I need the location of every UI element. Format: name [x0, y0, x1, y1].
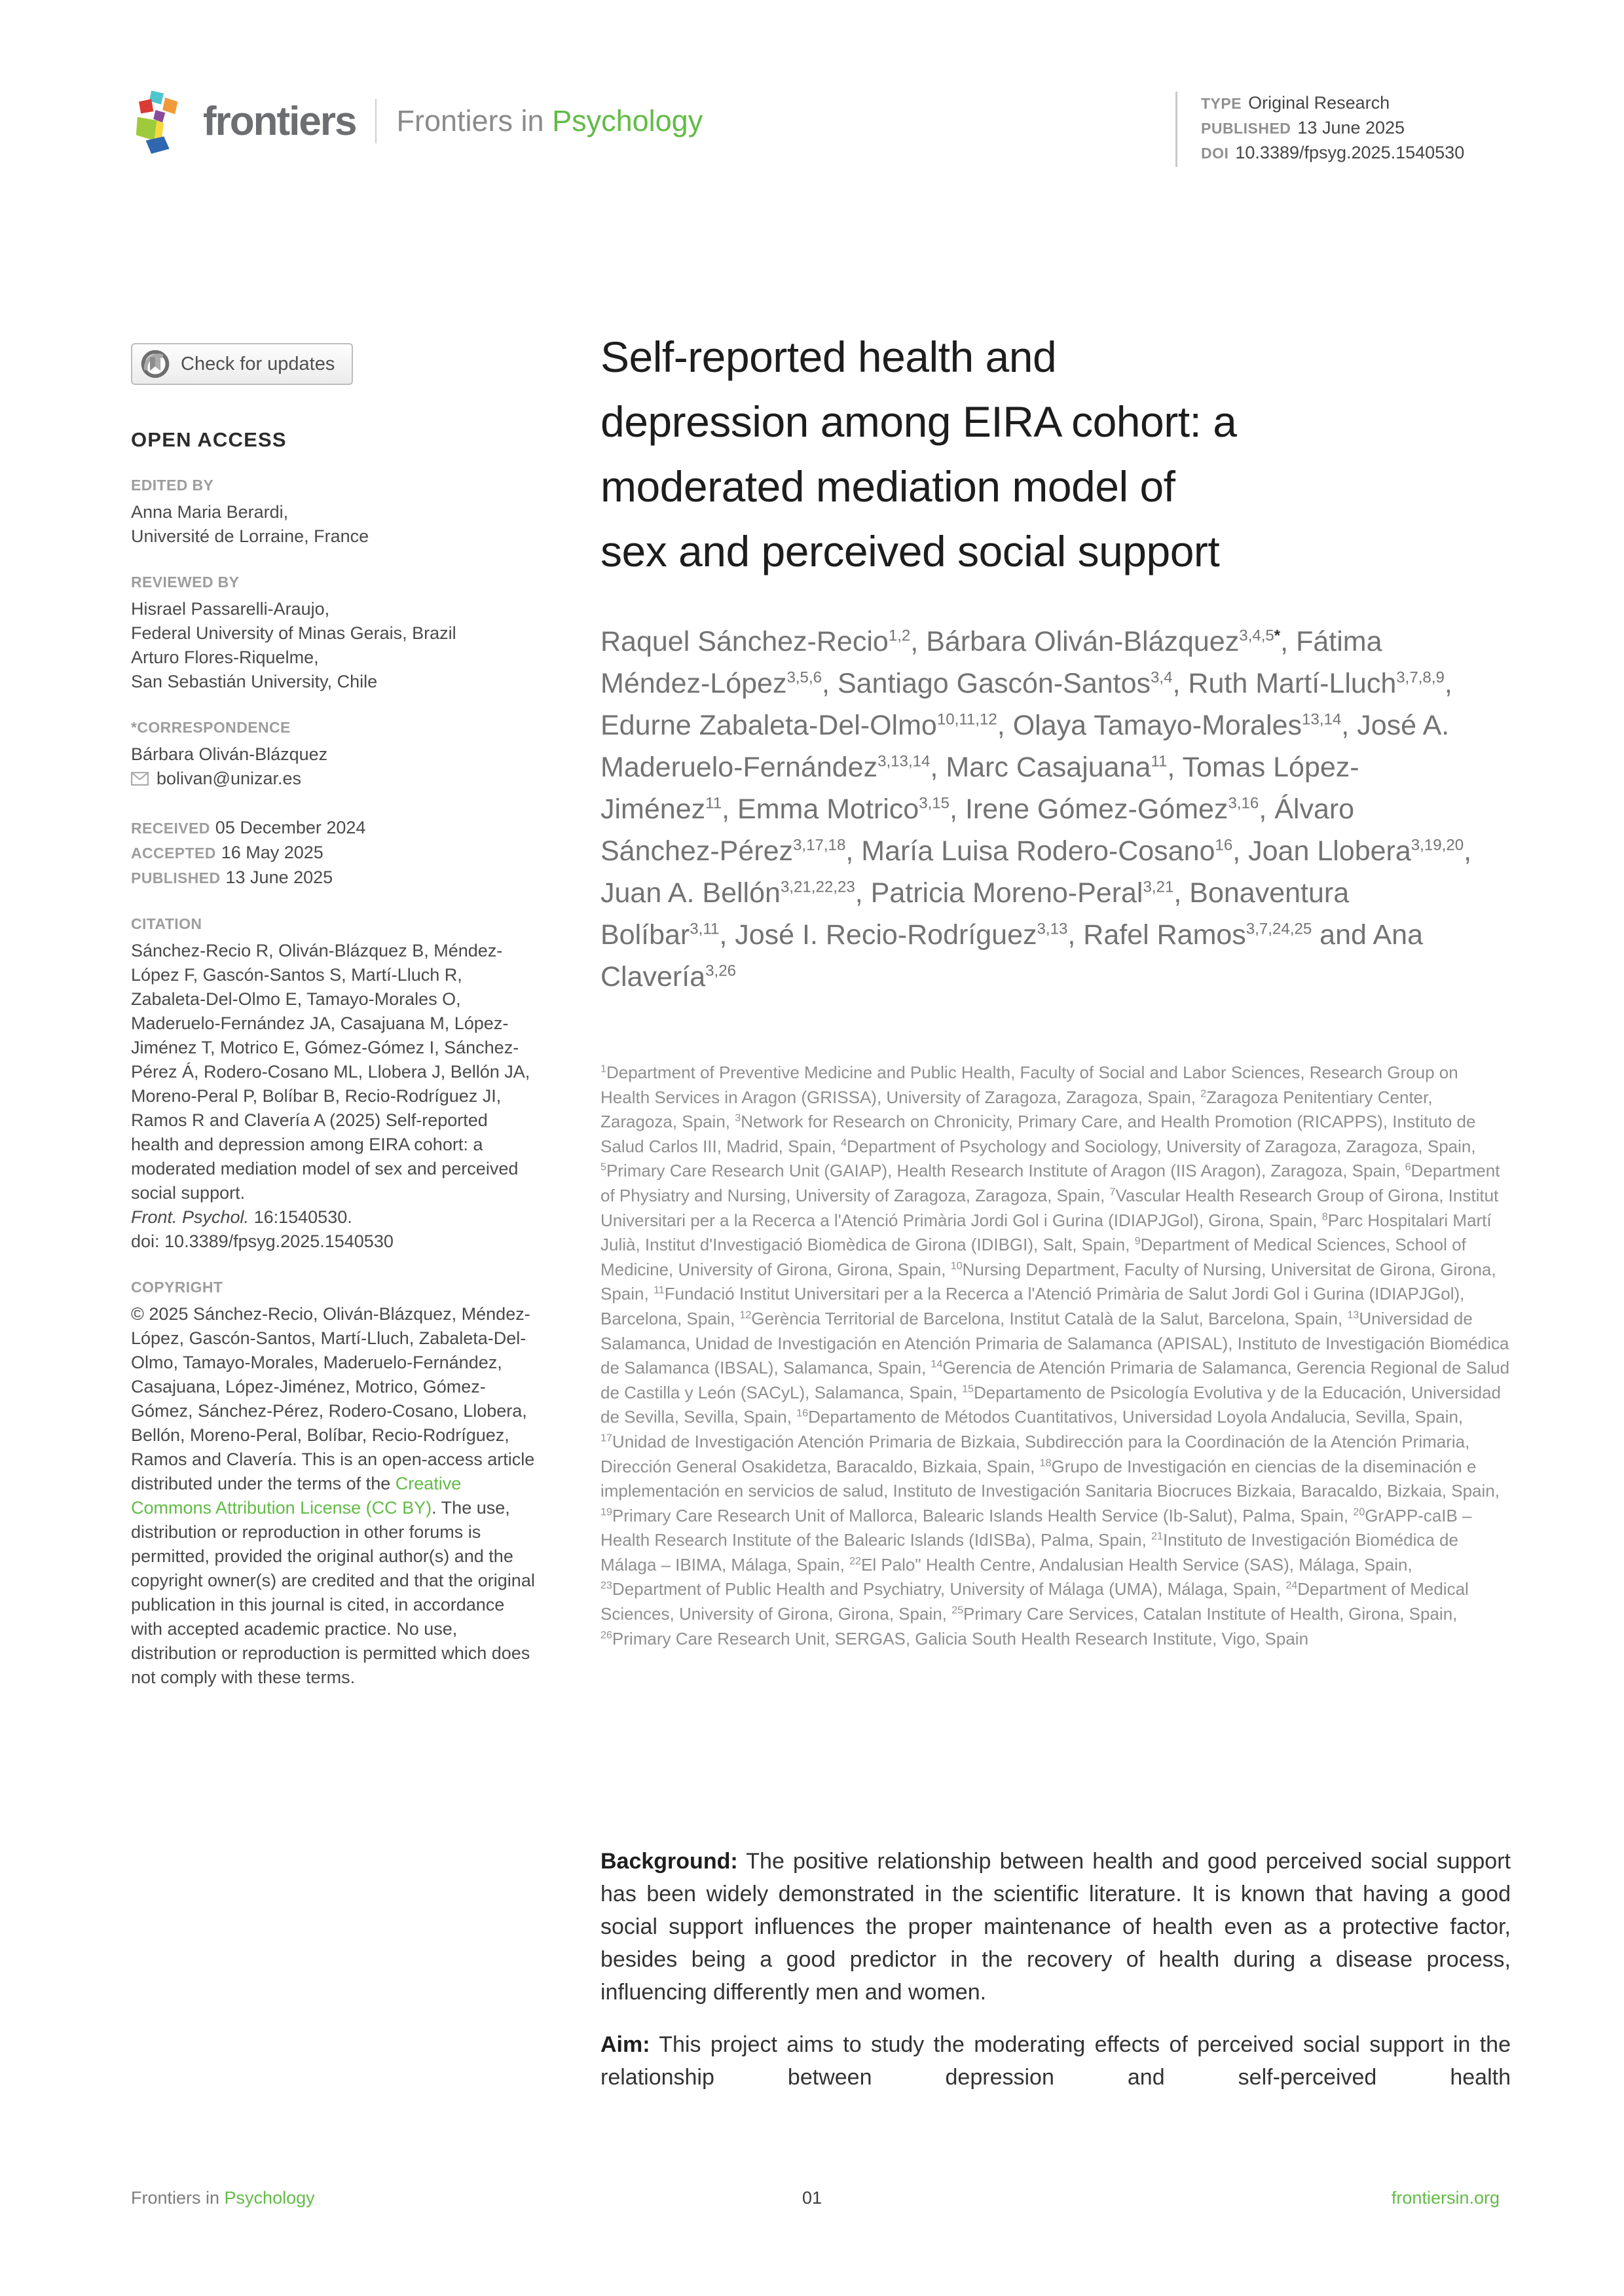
edited-by-line: Anna Maria Berardi,: [131, 502, 289, 522]
correspondence-name: Bárbara Oliván-Blázquez: [131, 744, 328, 764]
journal-title: [396, 104, 703, 138]
edited-by-line: Université de Lorraine, France: [131, 526, 369, 546]
published-row: [131, 866, 536, 890]
open-access-heading: OPEN ACCESS: [131, 428, 287, 451]
published-label: PUBLISHED: [131, 869, 221, 886]
correspondence-email-row: [131, 767, 536, 791]
author: Raquel Sánchez-Recio$^{1,2}$: [600, 626, 911, 657]
author: María Luisa Rodero-Cosano$^{16}$: [861, 835, 1233, 867]
affiliation-list: $^1$Department of Preventive Medicine and Public Health, Faculty of Social and Labor Sciences, Research Group on Health Services in Aragon (GRISSA), University of Zaragoza, Zaragoza, Spain, $^2$Zaragoza Penitentiary Center, Zaragoza, Spain, $^3$Network for Research on Chronicity, Primary Care, and Health Promotion (RICAPPS), Instituto de Salud Carlos III, Madrid, Spain, $^4$Department of Psychology and Sociology, University of Zaragoza, Zaragoza, Spain, $^5$Primary Care Research Unit (GAIAP), Health Research Institute of Aragon (IIS Aragon), Zaragoza, Spain, $^6$Department of Physiatry and Nursing, University of Zaragoza, Zaragoza, Spain, $^7$Vascular Health Research Group of Girona, Institut Universitari per a la Recerca a l'Atenció Primària Jordi Gol i Gurina (IDIAPJGol), Girona, Spain, $^8$Parc Hospitalari Martí Julià, Institut d'Investigació Biomèdica de Girona (IDIBGI), Salt, Spain, $^9$Department of Medical Sciences, School of Medicine, University of Girona, Girona, Spain, $^{10}$Nursing Department, Faculty of Nursing, Universitat de Girona, Girona, Spain, $^{11}$Fundació Institut Universitari per a la Recerca a l'Atenció Primària de Salut Jordi Gol i Gurina (IDIAPJGol), Barcelona, Spain, $^{12}$Gerència Territorial de Barcelona, Institut Català de la Salut, Barcelona, Spain, $^{13}$Universidad de Salamanca, Unidad de Investigación en Atención Primaria de Salamanca (APISAL), Instituto de Investigación Biomédica de Salamanca (IBSAL), Salamanca, Spain, $^{14}$Gerencia de Atención Primaria de Salamanca, Gerencia Regional de Salud de Castilla y León (SACyL), Salamanca, Spain, $^{15}$Departamento de Psicología Evolutiva y de la Educación, Universidad de Sevilla, Sevilla, Spain, $^{16}$Departamento de Métodos Cuantitativos, Universidad Loyola Andalucia, Sevilla, Spain, $^{17}$Unidad de Investigación Atención Primaria de Bizkaia, Subdirección para la Coordinación de la Atención Primaria, Dirección General Osakidetza, Baracaldo, Bizkaia, Spain, $^{18}$Grupo de Investigación en ciencias de la diseminación e implementación en servicios de salud, Instituto de Investigación Sanitaria Biocruces Bizkaia, Baracaldo, Bizkaia, Spain, $^{19}$Primary Care Research Unit of Mallorca, Balearic Islands Health Service (Ib-Salut), Palma, Spain, $^{20}$GrAPP-caIB – Health Research Institute of the Balearic Islands (IdISBa), Palma, Spain, $^{21}$Instituto de Investigación Biomédica de Málaga – IBIMA, Málaga, Spain, $^{22}$El Palo" Health Centre, Andalusian Health Service (SAS), Málaga, Spain, $^{23}$Department of Public Health and Psychiatry, University of Málaga (UMA), Málaga, Spain, $^{24}$Department of Medical Sciences, University of Girona, Girona, Spain, $^{25}$Primary Care Services, Catalan Institute of Health, Girona, Spain, $^{26}$Primary Care Research Unit, SERGAS, Galicia South Health Research Institute, Vigo, Spain: [600, 1063, 1510, 1649]
correspondence-email-link[interactable]: bolivan@unizar.es: [157, 769, 302, 788]
article-title: [600, 325, 1530, 584]
title-line: depression among EIRA cohort: a: [600, 397, 1237, 446]
cc-by-license-link[interactable]: Creative Commons Attribution License (CC BY): [131, 1474, 462, 1518]
copyright-after-link: . The use, distribution or reproduction in other forums is permitted, provided the original author(s) and the copyright owner(s) are credited and that the original publication in this journal is cited, in accordance with accepted academic practice. No use, distribution or reproduction is permitted which does not comply with these terms.: [131, 1498, 535, 1687]
received-label: RECEIVED: [131, 820, 210, 837]
citation-label: CITATION: [131, 915, 202, 932]
received-value: 05 December 2024: [215, 818, 366, 837]
author: Juan A. Bellón$^{3,21,22,23}$: [600, 877, 855, 909]
author: Fátima Méndez-López$^{3,5,6}$: [600, 626, 1382, 699]
author: Marc Casajuana$^{11}$: [946, 752, 1168, 783]
meta-row-doi: [1201, 143, 1464, 163]
author-list: Raquel Sánchez-Recio$^{1,2}$, Bárbara Oliván-Blázquez$^{3,4,5*}$, Fátima Méndez-López$^{3,5,6}$, Santiago Gascón-Santos$^{3,4}$, Ruth Martí-Lluch$^{3,7,8,9}$, Edurne Zabaleta-Del-Olmo$^{10,11,12}$, Olaya Tamayo-Morales$^{13,14}$, José A. Maderuelo-Fernández$^{3,13,14}$, Marc Casajuana$^{11}$, Tomas López-Jiménez$^{11}$, Emma Motrico$^{3,15}$, Irene Gómez-Gómez$^{3,16}$, Álvaro Sánchez-Pérez$^{3,17,18}$, María Luisa Rodero-Cosano$^{16}$, Joan Llobera$^{3,19,20}$, Juan A. Bellón$^{3,21,22,23}$, Patricia Moreno-Peral$^{3,21}$, Bonaventura Bolíbar$^{3,11}$, José I. Recio-Rodríguez$^{3,13}$, Rafel Ramos$^{3,7,24,25}$ and Ana Clavería$^{3,26}$: [600, 626, 1472, 993]
copyright-label: COPYRIGHT: [131, 1279, 223, 1296]
abstract-aim-paragraph: [600, 2028, 1511, 2094]
author: Tomas López-Jiménez$^{11}$: [600, 752, 1359, 825]
meta-label-doi: DOI: [1201, 145, 1229, 162]
journal-prefix: Frontiers in: [396, 104, 544, 137]
citation-section: [131, 915, 536, 1254]
author: José A. Maderuelo-Fernández$^{3,13,14}$: [600, 710, 1450, 783]
author: Ana Clavería$^{3,26}$: [600, 919, 1424, 993]
author: Patricia Moreno-Peral$^{3,21}$: [870, 877, 1174, 909]
edited-by-label: EDITED BY: [131, 477, 214, 494]
author: Irene Gómez-Gómez$^{3,16}$: [965, 793, 1259, 825]
background-label: Background:: [600, 1849, 738, 1874]
citation-journal: Front. Psychol.: [131, 1207, 249, 1227]
aim-text: This project aims to study the moderating effects of perceived social support in the relationship between depression and self-perceived health: [600, 2032, 1511, 2090]
reviewed-by-line: San Sebastián University, Chile: [131, 672, 378, 691]
article-meta: [1175, 92, 1464, 167]
meta-value-type: Original Research: [1248, 93, 1390, 113]
author: Joan Llobera$^{3,19,20}$: [1248, 835, 1464, 867]
check-for-updates-label: Check for updates: [181, 353, 335, 374]
footer-page-number: 01: [802, 2188, 822, 2208]
aim-label: Aim:: [600, 2032, 650, 2057]
accepted-value: 16 May 2025: [221, 843, 323, 862]
frontiers-logo: [130, 86, 703, 156]
author: Álvaro Sánchez-Pérez$^{3,17,18}$: [600, 793, 1355, 867]
author: Emma Motrico$^{3,15}$: [737, 793, 950, 825]
title-line: sex and perceived social support: [600, 527, 1220, 575]
meta-label-published: PUBLISHED: [1201, 120, 1291, 137]
header-divider: [375, 99, 377, 143]
reviewed-by-line: Federal University of Minas Gerais, Brazil: [131, 623, 456, 643]
author: Rafel Ramos$^{3,7,24,25}$: [1083, 919, 1312, 951]
meta-value-doi: 10.3389/fpsyg.2025.1540530: [1235, 143, 1465, 162]
edited-by-section: [131, 477, 536, 549]
author: Olaya Tamayo-Morales$^{13,14}$: [1012, 710, 1342, 741]
citation-journal-line: [131, 1205, 536, 1230]
author: José I. Recio-Rodríguez$^{3,13}$: [735, 919, 1068, 951]
reviewed-by-label: REVIEWED BY: [131, 574, 240, 591]
footer-site-link[interactable]: frontiersin.org: [1391, 2188, 1500, 2208]
abstract: [600, 1845, 1511, 2113]
reviewed-by-line: Arturo Flores-Riquelme,: [131, 647, 319, 667]
abstract-background-paragraph: [600, 1845, 1511, 2009]
author: Bonaventura Bolíbar$^{3,11}$: [600, 877, 1350, 951]
citation-doi: doi: 10.3389/fpsyg.2025.1540530: [131, 1231, 394, 1251]
accepted-row: [131, 841, 536, 866]
footer-journal-name: Psychology: [224, 2188, 315, 2208]
published-value: 13 June 2025: [225, 867, 333, 887]
author: Bárbara Oliván-Blázquez$^{3,4,5*}$: [926, 626, 1281, 657]
footer-journal-prefix: Frontiers in: [131, 2188, 225, 2208]
check-for-updates-button[interactable]: [131, 343, 353, 385]
copyright-section: [131, 1279, 536, 1690]
crossmark-icon: [140, 349, 170, 379]
reviewed-by-section: [131, 574, 536, 694]
meta-row-type: [1201, 93, 1464, 113]
logo-wordmark: frontiers: [203, 98, 356, 144]
copyright-before-link: © 2025 Sánchez-Recio, Oliván-Blázquez, Méndez-López, Gascón-Santos, Martí-Lluch, Zabaleta-Del-Olmo, Tamayo-Morales, Maderuelo-Fernández, Casajuana, López-Jiménez, Motrico, Gómez-Gómez, Sánchez-Pérez, Rodero-Cosano, Llobera, Bellón, Moreno-Peral, Bolíbar, Recio-Rodríguez, Ramos and Clavería. This is an open-access article distributed under the terms of the: [131, 1304, 535, 1493]
reviewed-by-line: Hisrael Passarelli-Araujo,: [131, 599, 330, 619]
meta-row-published: [1201, 118, 1464, 138]
correspondence-label: *CORRESPONDENCE: [131, 719, 291, 736]
dates-section: [131, 816, 536, 890]
correspondence-section: [131, 719, 536, 791]
background-text: The positive relationship between health and good perceived social support has been widely demonstrated in the scientific literature. It is known that having a good social support influences the proper maintenance of health even as a protective factor, besides being a good predictor in the recovery of health during a disease process, influencing differently men and women.: [600, 1849, 1511, 2005]
accepted-label: ACCEPTED: [131, 845, 216, 862]
title-line: Self-reported health and: [600, 333, 1057, 381]
envelope-icon: [131, 772, 149, 786]
meta-label-type: TYPE: [1201, 95, 1242, 112]
citation-volume: 16:1540530.: [253, 1207, 352, 1227]
author: Edurne Zabaleta-Del-Olmo$^{10,11,12}$: [600, 710, 997, 741]
citation-text: Sánchez-Recio R, Oliván-Blázquez B, Méndez-López F, Gascón-Santos S, Martí-Lluch R, Zabaleta-Del-Olmo E, Tamayo-Morales O, Maderuelo-Fernández JA, Casajuana M, López-Jiménez T, Motrico E, Gómez-Gómez I, Sánchez-Pérez Á, Rodero-Cosano ML, Llobera J, Bellón JA, Moreno-Peral P, Bolíbar B, Recio-Rodríguez JI, Ramos R and Clavería A (2025) Self-reported health and depression among EIRA cohort: a moderated mediation model of sex and perceived social support.: [131, 941, 530, 1203]
journal-name: Psychology: [552, 104, 703, 137]
copyright-text: [131, 1302, 536, 1690]
received-row: [131, 816, 536, 841]
meta-value-published: 13 June 2025: [1297, 118, 1405, 137]
author: Santiago Gascón-Santos$^{3,4}$: [837, 668, 1173, 699]
frontiers-cubes-icon: [130, 86, 194, 156]
left-sidebar: [131, 343, 536, 1690]
title-line: moderated mediation model of: [600, 462, 1175, 511]
author: Ruth Martí-Lluch$^{3,7,8,9}$: [1188, 668, 1445, 699]
